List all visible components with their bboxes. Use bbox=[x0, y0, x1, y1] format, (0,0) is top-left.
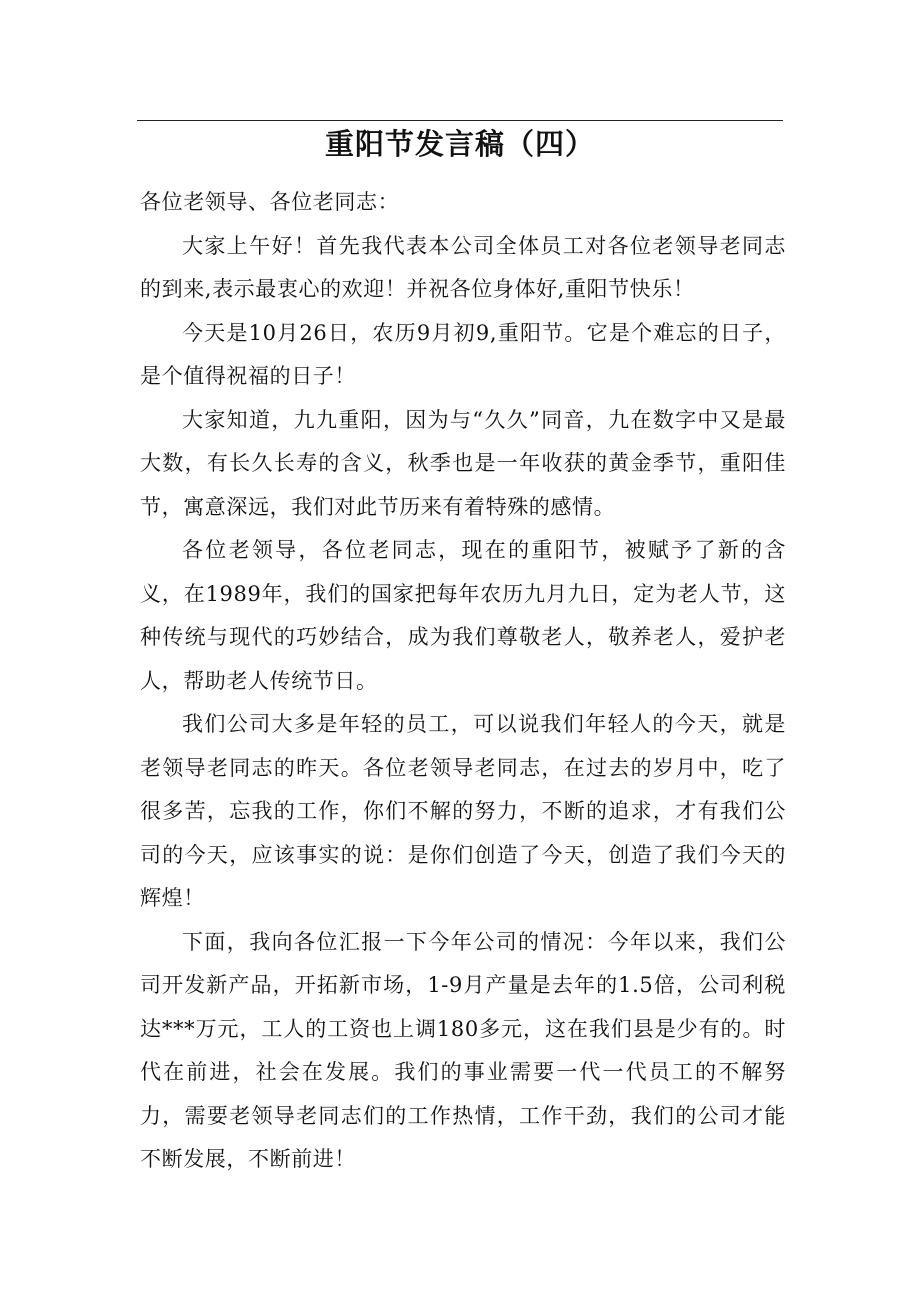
document-body bbox=[140, 181, 786, 1182]
paragraph-gratitude: 我们公司大多是年轻的员工，可以说我们年轻人的今天，就是老领导老同志的昨天。各位老领导老同志，在过去的岁月中，吃了很多苦，忘我的工作，你们不解的努力，不断的追求，才有我们公司的今天，应该事实的说：是你们创造了今天，创造了我们今天的辉煌！ bbox=[140, 712, 786, 910]
document-title: 重阳节发言稿（四） bbox=[324, 127, 595, 161]
paragraph-report: 下面，我向各位汇报一下今年公司的情况：今年以来，我们公司开发新产品，开拓新市场，1-9月产量是去年的1.5倍，公司利税达***万元，工人的工资也上调180多元，这在我们县是少有的。时代在前进，社会在发展。我们的事业需要一代一代员工的不解努力，需要老领导老同志们的工作热情，工作干劲，我们的公司才能不断发展，不断前进！ bbox=[140, 929, 786, 1171]
paragraph-history: 各位老领导，各位老同志，现在的重阳节，被赋予了新的含义，在1989年，我们的国家把每年农历九月九日，定为老人节，这种传统与现代的巧妙结合，成为我们尊敬老人，敬养老人，爱护老人，帮助老人传统节日。 bbox=[140, 538, 786, 693]
paragraph-date: 今天是10月26日，农历9月初9,重阳节。它是个难忘的日子，是个值得祝福的日子！ bbox=[140, 320, 786, 388]
paragraph-greeting: 大家上午好！首先我代表本公司全体员工对各位老领导老同志的到来,表示最衷心的欢迎！并祝各位身体好,重阳节快乐！ bbox=[140, 233, 786, 301]
salutation: 各位老领导、各位老同志： bbox=[140, 190, 400, 214]
header-rule bbox=[137, 120, 783, 121]
paragraph-meaning: 大家知道，九九重阳，因为与“久久”同音，九在数字中又是最大数，有长久长寿的含义，秋季也是一年收获的黄金季节，重阳佳节，寓意深远，我们对此节历来有着特殊的感情。 bbox=[140, 407, 786, 519]
